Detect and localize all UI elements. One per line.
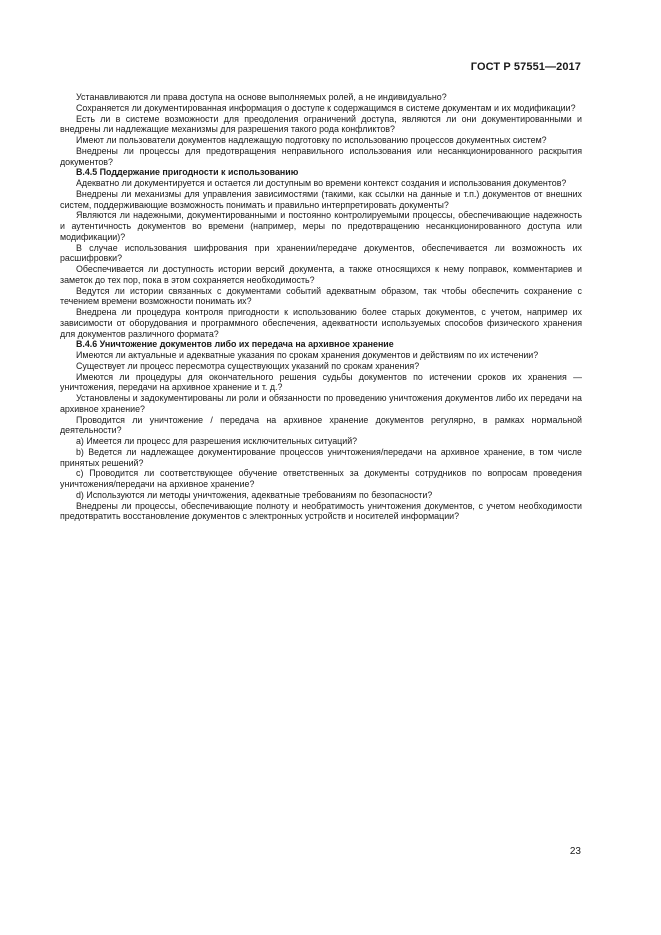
section-heading: В.4.6 Уничтожение документов либо их передача на архивное хранение bbox=[76, 339, 394, 350]
paragraph: Обеспечивается ли доступность истории версий документа, а также относящихся к нему поправок, комментариев и заметок до тех пор, пока в этом сохраняется необходимость? bbox=[60, 264, 582, 285]
paragraph: c) Проводится ли соответствующее обучение ответственных за документы сотрудников по вопросам проведения уничтожения/передачи на архивное хранение? bbox=[60, 468, 582, 489]
paragraph: Существует ли процесс пересмотра существующих указаний по срокам хранения? bbox=[76, 360, 420, 371]
paragraph: Внедрены ли процессы, обеспечивающие полноту и необратимость уничтожения документов, с учетом необходимости предотвратить восстановление документов с электронных устройств и носителей информации? bbox=[60, 500, 582, 522]
document-body bbox=[60, 92, 582, 522]
paragraph: Имеются ли актуальные и адекватные указания по срокам хранения документов и действиям по их истечении? bbox=[76, 350, 539, 360]
paragraph: В случае использования шифрования при хранении/передаче документов, обеспечивается ли возможность их расшифровки? bbox=[60, 242, 582, 264]
paragraph: Сохраняется ли документированная информация о доступе к содержащимся в системе документам и их модификации? bbox=[76, 102, 576, 113]
paragraph: Есть ли в системе возможности для преодоления ограничений доступа, являются ли они документированными и внедрены ли надлежащие механизмы для разрешения такого рода конфликтов? bbox=[60, 113, 582, 135]
paragraph: Адекватно ли документируется и остается ли доступным во времени контекст создания и использования документов? bbox=[76, 178, 567, 188]
section-heading: В.4.5 Поддержание пригодности к использованию bbox=[76, 167, 299, 178]
paragraph: Внедрены ли процессы для предотвращения неправильного использования или несанкционированного раскрытия документов? bbox=[60, 145, 582, 167]
paragraph: Внедрены ли механизмы для управления зависимостями (такими, как ссылки на данные и т.п.) документов от внешних систем, поддерживающие возможность понимать и правильно интерпретировать документы? bbox=[60, 188, 582, 210]
paragraph: Установлены и задокументированы ли роли и обязанности по проведению уничтожения документов либо их передачи на архивное хранение? bbox=[60, 393, 582, 414]
paragraph: b) Ведется ли надлежащее документирование процессов уничтожения/передачи на архивное хранение, в том числе принятых решений? bbox=[60, 446, 582, 468]
paragraph: Устанавливаются ли права доступа на основе выполняемых ролей, а не индивидуально? bbox=[76, 92, 447, 102]
paragraph: Ведутся ли истории связанных с документами событий адекватным образом, так чтобы обеспечить сохранение с течением времени возможности понимать их? bbox=[60, 285, 582, 307]
paragraph: Имеют ли пользователи документов надлежащую подготовку по использованию процессов документных систем? bbox=[76, 135, 547, 145]
paragraph: Имеются ли процедуры для окончательного решения судьбы документов по истечении сроков их хранения — уничтожения, передачи на архивное хранение и т. д.? bbox=[60, 371, 582, 393]
paragraph: а) Имеется ли процесс для разрешения исключительных ситуаций? bbox=[76, 436, 358, 446]
document-code-header: ГОСТ Р 57551—2017 bbox=[470, 61, 581, 73]
paragraph: d) Используются ли методы уничтожения, адекватные требованиям по безопасности? bbox=[76, 489, 433, 500]
page-number: 23 bbox=[569, 846, 581, 857]
paragraph: Являются ли надежными, документированными и постоянно контролируемыми процессы, обеспечивающие надежность и аутентичность документов во времени (например, меры по предотвращению несанкционированного доступа или модификации)? bbox=[60, 210, 582, 242]
paragraph: Проводится ли уничтожение / передача на архивное хранение документов регулярно, в рамках нормальной деятельности? bbox=[60, 414, 582, 436]
paragraph: Внедрена ли процедура контроля пригодности к использованию более старых документов, с учетом, например их зависимости от оборудования и программного обеспечения, адекватности используемых способов физического хранения для документов различного формата? bbox=[60, 307, 582, 339]
